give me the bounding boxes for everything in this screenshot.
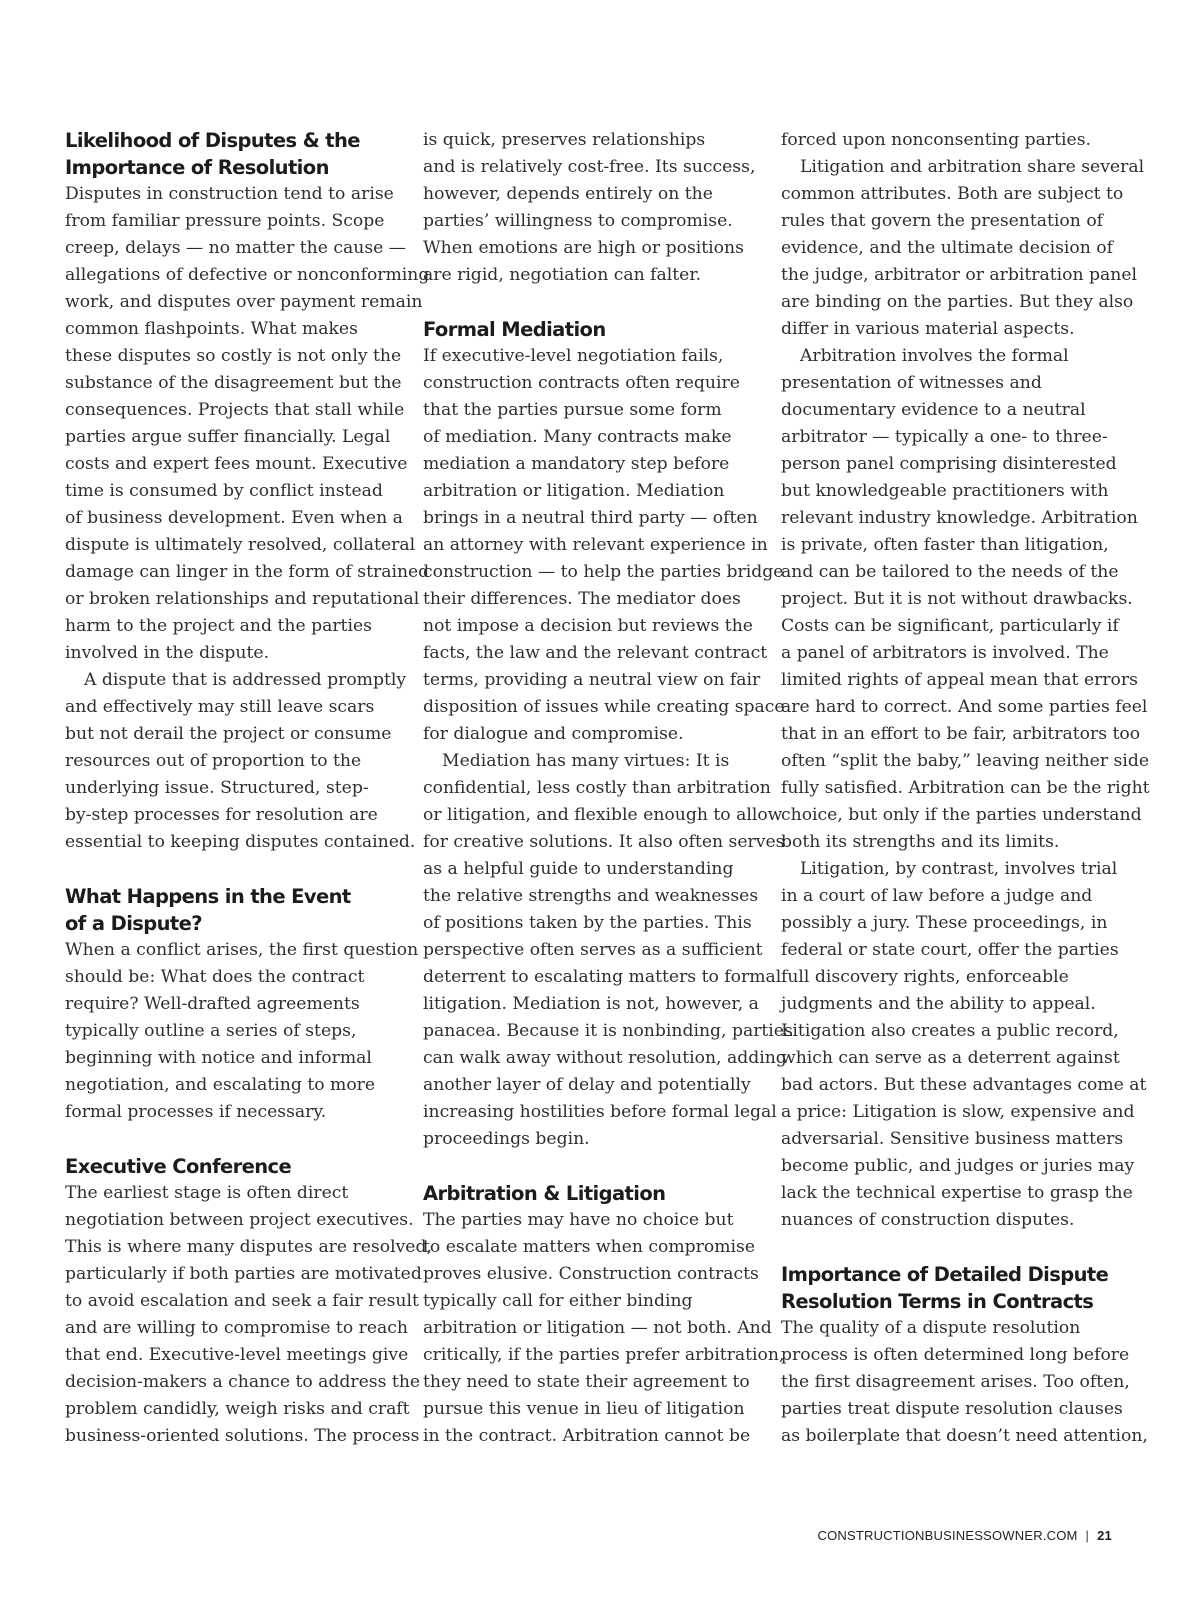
text-line: in a court of law before a judge and [781,886,1093,906]
text-line: documentary evidence to a neutral [781,400,1086,420]
text-line: decision-makers a chance to address the [65,1372,421,1392]
text-line: substance of the disagreement but the [65,373,402,393]
text-line: as a helpful guide to understanding [423,859,734,879]
text-line: arbitration or litigation — not both. And [423,1318,772,1338]
text-line: another layer of delay and potentially [423,1075,751,1095]
text-line: litigation. Mediation is not, however, a [423,994,759,1014]
text-line: are binding on the parties. But they also [781,292,1134,312]
text-line: of business development. Even when a [65,508,403,528]
text-line: judgments and the ability to appeal. [781,994,1096,1014]
text-line: full discovery rights, enforceable [781,967,1069,987]
text-line: beginning with notice and informal [65,1048,372,1068]
text-line: of mediation. Many contracts make [423,427,732,447]
section-gap [65,1126,401,1153]
text-line: parties argue suffer financially. Legal [65,427,391,447]
text-line: and effectively may still leave scars [65,697,375,717]
paragraph [423,343,785,748]
text-line: underlying issue. Structured, step- [65,778,369,798]
text-line: or litigation, and flexible enough to allow [423,805,783,825]
text-line: increasing hostilities before formal legal [423,1102,777,1122]
text-line: arbitrator — typically a one- to three- [781,427,1108,447]
text-line: but not derail the project or consume [65,724,392,744]
text-line: not impose a decision but reviews the [423,616,753,636]
text-line: bad actors. But these advantages come at [781,1075,1147,1095]
text-line: limited rights of appeal mean that errors [781,670,1138,690]
text-line: a price: Litigation is slow, expensive and [781,1102,1135,1122]
heading-line: Arbitration & Litigation [423,1182,666,1205]
article-column-3 [781,127,1150,1450]
paragraph [781,343,1150,856]
text-line: in the contract. Arbitration cannot be [423,1426,751,1446]
text-line: as boilerplate that doesn’t need attention, [781,1426,1148,1446]
text-line: brings in a neutral third party — often [423,508,758,528]
article-column-1 [65,127,432,1450]
text-line: disposition of issues while creating space [423,697,785,717]
text-line: mediation a mandatory step before [423,454,730,474]
text-line: When emotions are high or positions [423,238,744,258]
text-line: proceedings begin. [423,1129,590,1149]
text-line: resources out of proportion to the [65,751,362,771]
text-line: essential to keeping disputes contained. [65,832,416,852]
text-line: allegations of defective or nonconforming [65,265,430,285]
heading-line: Resolution Terms in Contracts [781,1290,1094,1313]
paragraph [65,181,430,667]
text-line: presentation of witnesses and [781,373,1042,393]
text-line: harm to the project and the parties [65,616,372,636]
text-line: consequences. Projects that stall while [65,400,405,420]
text-line: a panel of arbitrators is involved. The [781,643,1109,663]
text-line: possibly a jury. These proceedings, in [781,913,1108,933]
text-line: critically, if the parties prefer arbitration, [423,1345,785,1365]
section-gap [65,856,401,883]
text-line: that in an effort to be fair, arbitrators too [781,724,1141,744]
heading-line: of a Dispute? [65,912,202,935]
text-line: are hard to correct. And some parties feel [781,697,1148,717]
text-line: choice, but only if the parties understand [781,805,1142,825]
text-line: should be: What does the contract [65,967,365,987]
text-line: time is consumed by conflict instead [65,481,383,501]
text-line: federal or state court, offer the parties [781,940,1119,960]
text-line: confidential, less costly than arbitration [423,778,771,798]
paragraph [781,856,1147,1234]
paragraph [65,667,416,856]
page-number: 21 [1097,1528,1112,1543]
section-heading [781,1261,1117,1315]
text-line: Costs can be significant, particularly if [781,616,1119,636]
text-line: Arbitration involves the formal [800,346,1069,366]
text-line: creep, delays — no matter the cause — [65,238,406,258]
text-line: fully satisfied. Arbitration can be the right [781,778,1150,798]
text-line: the first disagreement arises. Too often, [781,1372,1130,1392]
text-line: perspective often serves as a sufficient [423,940,763,960]
text-line: facts, the law and the relevant contract [423,643,768,663]
paragraph [423,1207,785,1450]
paragraph [781,1315,1148,1450]
text-line: problem candidly, weigh risks and craft [65,1399,410,1419]
text-line: these disputes so costly is not only the [65,346,402,366]
text-line: become public, and judges or juries may [781,1156,1135,1176]
text-line: the relative strengths and weaknesses [423,886,759,906]
footer-separator: | [1085,1528,1090,1543]
text-line: parties treat dispute resolution clauses [781,1399,1123,1419]
text-line: from familiar pressure points. Scope [65,211,385,231]
section-heading [65,883,401,937]
text-line: common attributes. Both are subject to [781,184,1124,204]
section-gap [423,289,759,316]
paragraph [781,127,1117,154]
text-line: process is often determined long before [781,1345,1130,1365]
text-line: evidence, and the ultimate decision of [781,238,1114,258]
text-line: The parties may have no choice but [423,1210,734,1230]
text-line: Disputes in construction tend to arise [65,184,394,204]
section-heading [423,1180,759,1207]
text-line: for creative solutions. It also often serves [423,832,785,852]
paragraph [781,154,1145,343]
text-line: The earliest stage is often direct [65,1183,349,1203]
paragraph [423,748,793,1153]
text-line: can walk away without resolution, adding [423,1048,787,1068]
text-line: pursue this venue in lieu of litigation [423,1399,745,1419]
text-line: which can serve as a deterrent against [781,1048,1120,1068]
text-line: differ in various material aspects. [781,319,1075,339]
heading-line: What Happens in the Event [65,885,351,908]
text-line: that the parties pursue some form [423,400,722,420]
text-line: is private, often faster than litigation, [781,535,1109,555]
text-line: often “split the baby,” leaving neither side [781,751,1150,771]
text-line: rules that govern the presentation of [781,211,1104,231]
paragraph [65,937,419,1126]
section-gap [423,1153,759,1180]
text-line: and can be tailored to the needs of the [781,562,1119,582]
heading-line: Importance of Resolution [65,156,329,179]
text-line: parties’ willingness to compromise. [423,211,733,231]
text-line: damage can linger in the form of strained [65,562,430,582]
text-line: business-oriented solutions. The process [65,1426,420,1446]
text-line: This is where many disputes are resolved, [65,1237,432,1257]
text-line: for dialogue and compromise. [423,724,684,744]
text-line: negotiation, and escalating to more [65,1075,376,1095]
section-heading [423,316,759,343]
text-line: project. But it is not without drawbacks. [781,589,1133,609]
footer-site-url: CONSTRUCTIONBUSINESSOWNER.COM [817,1528,1078,1543]
text-line: proves elusive. Construction contracts [423,1264,759,1284]
text-line: of positions taken by the parties. This [423,913,752,933]
text-line: Mediation has many virtues: It is [442,751,730,771]
text-line: work, and disputes over payment remain [65,292,423,312]
text-line: When a conflict arises, the first question [65,940,419,960]
text-line: to avoid escalation and seek a fair result [65,1291,419,1311]
text-line: their differences. The mediator does [423,589,741,609]
page-footer [818,1528,1112,1543]
text-line: formal processes if necessary. [65,1102,327,1122]
text-line: costs and expert fees mount. Executive [65,454,408,474]
text-line: person panel comprising disinterested [781,454,1117,474]
text-line: however, depends entirely on the [423,184,713,204]
text-line: typically outline a series of steps, [65,1021,357,1041]
text-line: terms, providing a neutral view on fair [423,670,761,690]
text-line: that end. Executive-level meetings give [65,1345,409,1365]
article-column-2 [423,127,793,1450]
text-line: they need to state their agreement to [423,1372,750,1392]
section-heading [65,127,401,181]
text-line: Litigation, by contrast, involves trial [800,859,1118,879]
text-line: arbitration or litigation. Mediation [423,481,725,501]
text-line: nuances of construction disputes. [781,1210,1075,1230]
text-line: Litigation also creates a public record, [781,1021,1119,1041]
text-line: to escalate matters when compromise [423,1237,756,1257]
text-line: If executive-level negotiation fails, [423,346,724,366]
text-line: construction contracts often require [423,373,740,393]
text-line: A dispute that is addressed promptly [84,670,407,690]
paragraph [65,1180,432,1450]
heading-line: Formal Mediation [423,318,606,341]
text-line: but knowledgeable practitioners with [781,481,1109,501]
text-line: the judge, arbitrator or arbitration panel [781,265,1138,285]
heading-line: Likelihood of Disputes & the [65,129,360,152]
text-line: forced upon nonconsenting parties. [781,130,1091,150]
text-line: is quick, preserves relationships [423,130,706,150]
paragraph [423,127,759,289]
text-line: particularly if both parties are motivated [65,1264,422,1284]
text-line: lack the technical expertise to grasp the [781,1183,1133,1203]
text-line: an attorney with relevant experience in [423,535,768,555]
text-line: are rigid, negotiation can falter. [423,265,702,285]
text-line: construction — to help the parties bridge [423,562,784,582]
heading-line: Executive Conference [65,1155,292,1178]
text-line: and are willing to compromise to reach [65,1318,408,1338]
text-line: common flashpoints. What makes [65,319,358,339]
text-line: adversarial. Sensitive business matters [781,1129,1124,1149]
text-line: by-step processes for resolution are [65,805,378,825]
text-line: The quality of a dispute resolution [781,1318,1081,1338]
text-line: panacea. Because it is nonbinding, parties [423,1021,793,1041]
text-line: typically call for either binding [423,1291,693,1311]
text-line: both its strengths and its limits. [781,832,1060,852]
text-line: and is relatively cost-free. Its success, [423,157,756,177]
text-line: deterrent to escalating matters to formal [423,967,782,987]
section-gap [781,1234,1117,1261]
text-line: relevant industry knowledge. Arbitration [781,508,1138,528]
text-line: Litigation and arbitration share several [800,157,1145,177]
section-heading [65,1153,401,1180]
text-line: or broken relationships and reputational [65,589,420,609]
text-line: negotiation between project executives. [65,1210,414,1230]
text-line: require? Well-drafted agreements [65,994,360,1014]
text-line: dispute is ultimately resolved, collateral [65,535,416,555]
text-line: involved in the dispute. [65,643,270,663]
heading-line: Importance of Detailed Dispute [781,1263,1109,1286]
